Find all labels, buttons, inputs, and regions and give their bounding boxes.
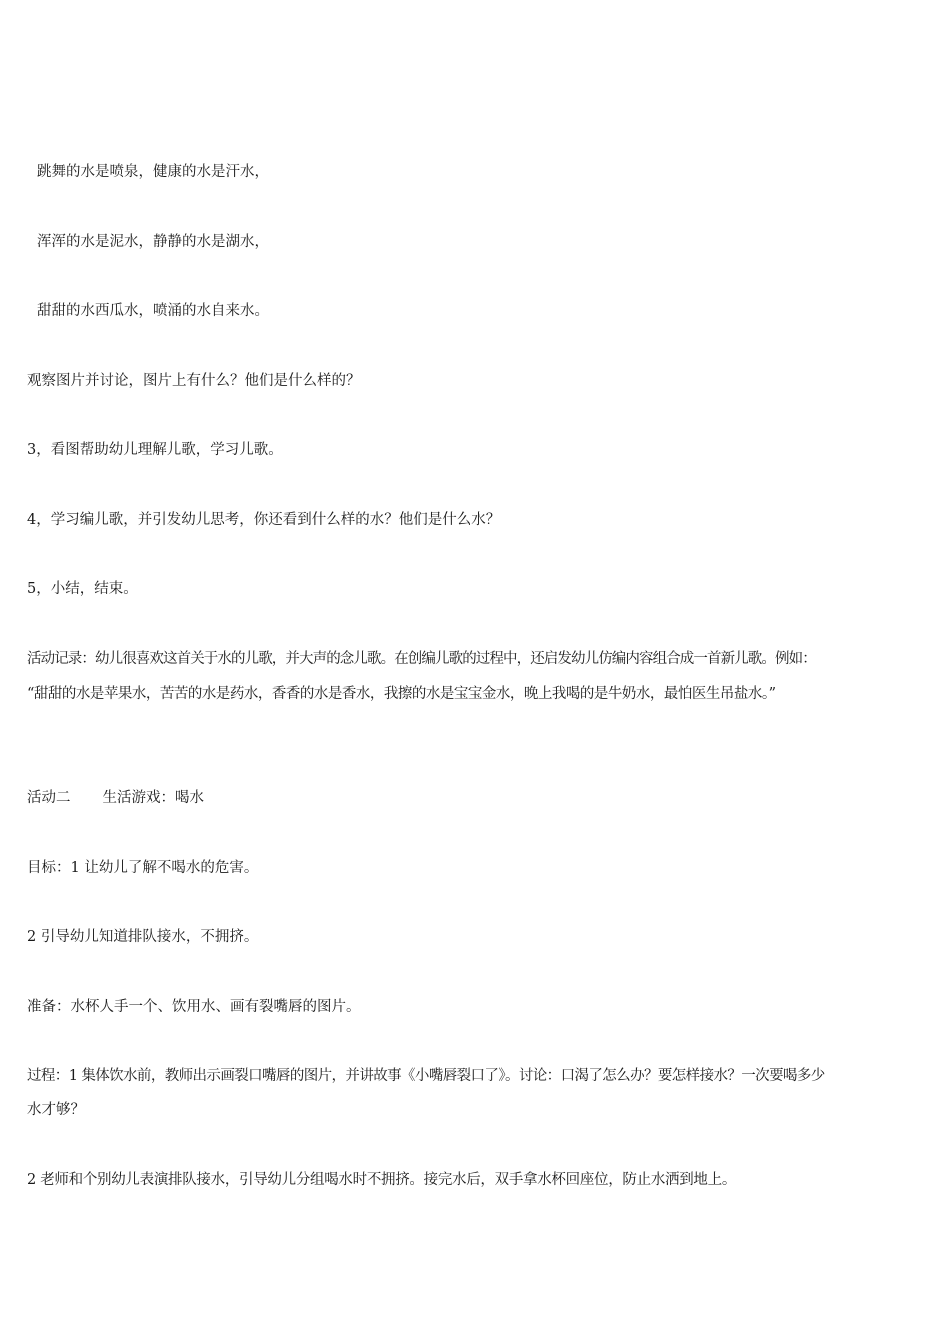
- activity-two-heading: [27, 787, 928, 809]
- activity-two-label: 活动二: [27, 790, 71, 806]
- step-3: 3，看图帮助幼儿理解儿歌，学习儿歌。: [27, 442, 283, 458]
- poem-line-3: 甜甜的水西瓜水，喷涌的水自来水。: [37, 303, 269, 319]
- step-4: 4，学习编儿歌，并引发幼儿思考，你还看到什么样的水？他们是什么水？: [27, 512, 501, 528]
- process-2: 2 老师和个别幼儿表演排队接水，引导幼儿分组喝水时不拥挤。接完水后，双手拿水杯回座位，防止水洒到地上。: [27, 1172, 737, 1188]
- poem-line-1: 跳舞的水是喷泉，健康的水是汗水，: [37, 164, 269, 180]
- goal-2: 2 引导幼儿知道排队接水，不拥挤。: [27, 929, 259, 945]
- preparation: 准备：水杯人手一个、饮用水、画有裂嘴唇的图片。: [27, 999, 361, 1015]
- record-line-2: “甜甜的水是苹果水，苦苦的水是药水，香香的水是香水，我擦的水是宝宝金水，晚上我喝的是牛奶水，最怕医生吊盐水。”: [27, 686, 776, 702]
- process-1-line-2: 水才够？: [27, 1102, 85, 1118]
- step-5: 5，小结，结束。: [27, 581, 138, 597]
- poem-line-2: 浑浑的水是泥水，静静的水是湖水，: [37, 234, 269, 250]
- record-line-1: 活动记录：幼儿很喜欢这首关于水的儿歌，并大声的念儿歌。在创编儿歌的过程中，还启发幼儿仿编内容组合成一首新儿歌。例如：: [27, 651, 816, 667]
- goal-1: 目标：1 让幼儿了解不喝水的危害。: [27, 860, 259, 876]
- step-observe: 观察图片并讨论，图片上有什么？他们是什么样的？: [27, 373, 361, 389]
- process-1-line-1: 过程：1 集体饮水前，教师出示画裂口嘴唇的图片，并讲故事《小嘴唇裂口了》。讨论：口渴了怎么办？要怎样接水？一次要喝多少: [27, 1068, 825, 1084]
- activity-two-title: 生活游戏：喝水: [102, 790, 204, 806]
